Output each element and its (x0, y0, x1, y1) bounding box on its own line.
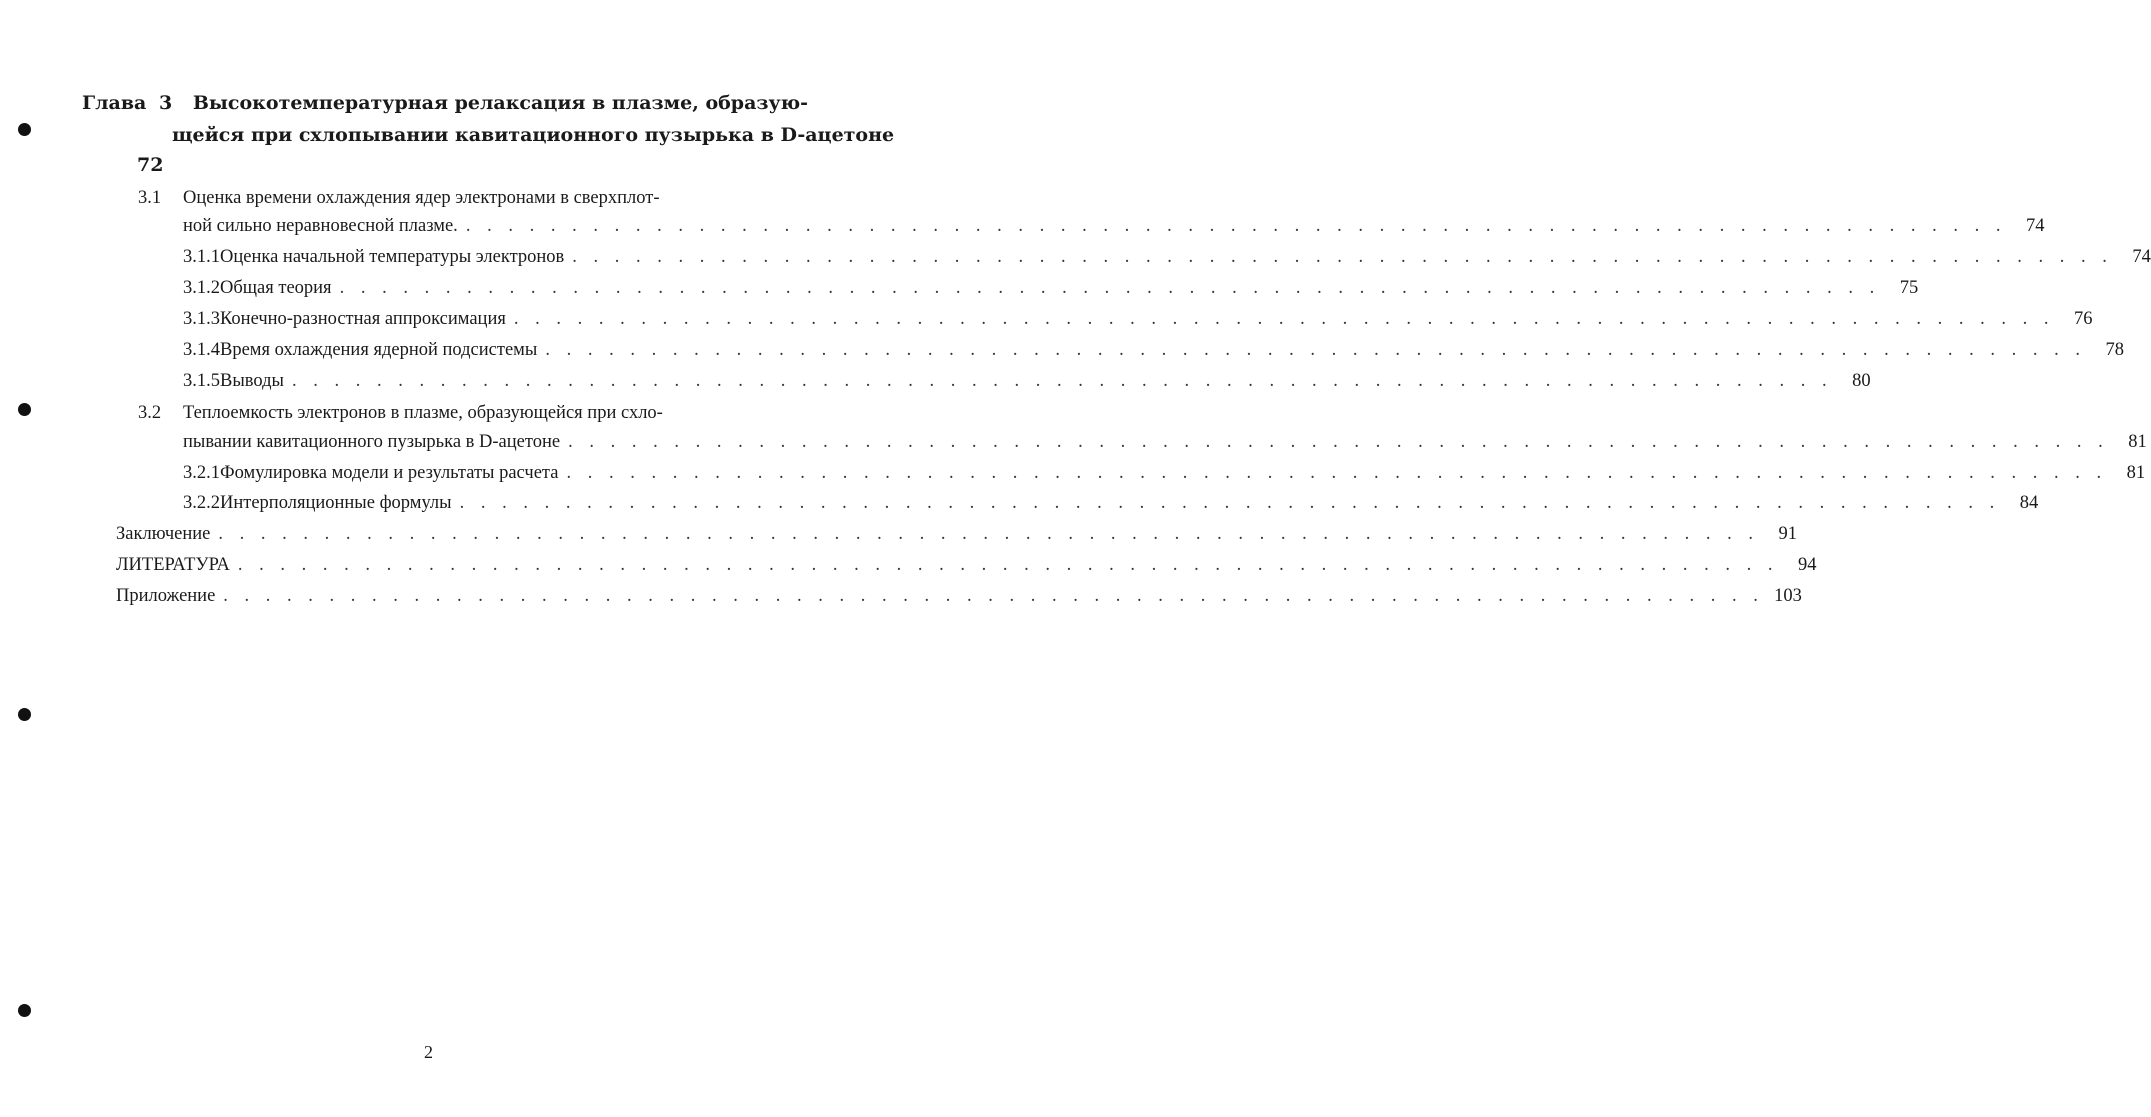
page-number: 75 (1899, 278, 1919, 298)
leader-dots (568, 432, 2109, 453)
section-title-line2: ной сильно неравновесной плазме. (183, 216, 458, 236)
chapter-title-line2: щейся при схлопывании кавитационного пузырька в D-ацетоне (172, 124, 895, 146)
chapter-number: 3 (158, 92, 173, 114)
leader-dots (545, 340, 2086, 361)
page-number: 81 (2128, 432, 2147, 452)
toc-entry[interactable] (183, 216, 2045, 242)
page-number: 76 (2074, 309, 2093, 329)
subsection-title: Оценка начальной температуры электронов (220, 247, 565, 267)
page-number: 74 (2132, 247, 2151, 267)
subsection-number: 3.2.1 (183, 463, 220, 483)
subsection-number: 3.1.5 (183, 371, 220, 391)
leader-dots (340, 278, 1881, 299)
toc-entry-literature[interactable] (116, 555, 1817, 581)
toc-entry-conclusion[interactable] (116, 524, 1797, 550)
chapter-label: Глава (82, 92, 147, 114)
leader-dots (218, 524, 1759, 545)
subsection-number: 3.2.2 (183, 493, 220, 513)
chapter-page: 72 (137, 154, 164, 176)
leader-dots (466, 216, 2007, 237)
page-footer-number: 2 (424, 1042, 433, 1062)
subsection-title: Время охлаждения ядерной подсистемы (220, 340, 538, 360)
toc-entry[interactable] (183, 278, 1919, 304)
literature-title: ЛИТЕРАТУРА (116, 555, 230, 575)
appendix-title: Приложение (116, 586, 216, 606)
page-number: 103 (1774, 586, 1802, 606)
page-number: 78 (2105, 340, 2124, 360)
leader-dots (572, 247, 2113, 268)
subsection-number: 3.1.4 (183, 340, 220, 360)
chapter-title-line1: Высокотемпературная релаксация в плазме, образую- (192, 92, 809, 114)
binder-hole-icon (18, 123, 31, 136)
toc-entry-appendix[interactable] (116, 586, 1802, 612)
leader-dots (292, 371, 1833, 392)
section-title-line1: Теплоемкость электронов в плазме, образующейся при схло- (183, 403, 663, 423)
section-number: 3.1 (138, 188, 162, 208)
leader-dots (514, 309, 2055, 330)
leader-dots (566, 463, 2107, 484)
toc-entry[interactable] (183, 432, 2147, 458)
binder-hole-icon (18, 1004, 31, 1017)
section-title-line2: пывании кавитационного пузырька в D-ацетоне (183, 432, 561, 452)
conclusion-title: Заключение (116, 524, 211, 544)
binder-hole-icon (18, 403, 31, 416)
toc-entry[interactable] (183, 493, 2039, 519)
page-number: 74 (2025, 216, 2045, 236)
subsection-number: 3.1.2 (183, 278, 220, 298)
page-number: 94 (1797, 555, 1817, 575)
section-number: 3.2 (138, 403, 162, 423)
toc-entry[interactable] (183, 371, 1871, 397)
toc-entry[interactable] (183, 463, 2146, 489)
chapter-heading (82, 92, 808, 114)
subsection-title: Конечно-разностная аппроксимация (220, 309, 506, 329)
toc-entry[interactable] (183, 247, 2151, 273)
toc-entry[interactable] (183, 340, 2124, 366)
leader-dots (223, 586, 1764, 607)
leader-dots (460, 493, 2001, 514)
subsection-number: 3.1.3 (183, 309, 220, 329)
toc-entry[interactable] (183, 309, 2093, 335)
page-number: 81 (2126, 463, 2146, 483)
section-title-line1: Оценка времени охлаждения ядер электронами в сверхплот- (183, 188, 660, 208)
subsection-title: Общая теория (220, 278, 332, 298)
page-number: 84 (2019, 493, 2039, 513)
leader-dots (238, 555, 1779, 576)
subsection-title: Интерполяционные формулы (220, 493, 452, 513)
subsection-number: 3.1.1 (183, 247, 220, 267)
page-number: 91 (1778, 524, 1797, 544)
subsection-title: Фомулировка модели и результаты расчета (220, 463, 559, 483)
subsection-title: Выводы (220, 371, 284, 391)
binder-hole-icon (18, 708, 31, 721)
page-number: 80 (1852, 371, 1871, 391)
